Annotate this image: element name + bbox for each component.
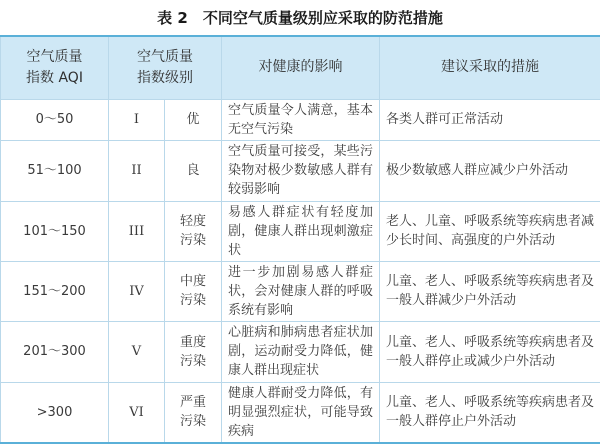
- suggested-measure: 老人、儿童、呼吸系统等疾病患者减少长时间、高强度的户外活动: [380, 201, 600, 261]
- health-effect: 进一步加剧易感人群症状，会对健康人群的呼吸系统有影响: [222, 261, 380, 321]
- suggested-measure: 儿童、老人、呼吸系统等疾病患者及一般人群减少户外活动: [380, 261, 600, 321]
- table-row: [1, 140, 600, 201]
- level-roman: II: [109, 140, 165, 201]
- table-row: [1, 201, 600, 261]
- suggested-measure: 极少数敏感人群应减少户外活动: [380, 140, 600, 201]
- aqi-range: 201～300: [1, 321, 109, 382]
- table-row: [1, 382, 600, 443]
- level-roman: VI: [109, 382, 165, 443]
- suggested-measure: 各类人群可正常活动: [380, 99, 600, 140]
- header-aqi: 空气质量 指数 AQI: [1, 36, 109, 99]
- header-measure: 建议采取的措施: [380, 36, 600, 99]
- header-effect: 对健康的影响: [222, 36, 380, 99]
- suggested-measure: 儿童、老人、呼吸系统等疾病患者及一般人群停止或减少户外活动: [380, 321, 600, 382]
- aqi-range: 51～100: [1, 140, 109, 201]
- health-effect: 易感人群症状有轻度加剧，健康人群出现刺激症状: [222, 201, 380, 261]
- health-effect: 空气质量可接受，某些污染物对极少数敏感人群有较弱影响: [222, 140, 380, 201]
- table-row: [1, 99, 600, 140]
- header-level: 空气质量 指数级别: [109, 36, 222, 99]
- level-roman: I: [109, 99, 165, 140]
- level-category: 良: [165, 140, 222, 201]
- level-category: 重度 污染: [165, 321, 222, 382]
- aqi-range: >300: [1, 382, 109, 443]
- level-category: 严重 污染: [165, 382, 222, 443]
- level-category: 轻度 污染: [165, 201, 222, 261]
- health-effect: 健康人群耐受力降低，有明显强烈症状，可能导致疾病: [222, 382, 380, 443]
- level-category: 中度 污染: [165, 261, 222, 321]
- air-quality-table: [0, 35, 600, 444]
- level-roman: III: [109, 201, 165, 261]
- health-effect: 空气质量令人满意，基本无空气污染: [222, 99, 380, 140]
- header-row: [1, 36, 600, 99]
- level-roman: V: [109, 321, 165, 382]
- health-effect: 心脏病和肺病患者症状加剧，运动耐受力降低，健康人群出现症状: [222, 321, 380, 382]
- level-category: 优: [165, 99, 222, 140]
- suggested-measure: 儿童、老人、呼吸系统等疾病患者及一般人群停止户外活动: [380, 382, 600, 443]
- table-row: [1, 321, 600, 382]
- aqi-range: 151～200: [1, 261, 109, 321]
- table-title: 表 2 不同空气质量级别应采取的防范措施: [157, 9, 443, 27]
- table-row: [1, 261, 600, 321]
- level-roman: IV: [109, 261, 165, 321]
- aqi-range: 101～150: [1, 201, 109, 261]
- aqi-range: 0～50: [1, 99, 109, 140]
